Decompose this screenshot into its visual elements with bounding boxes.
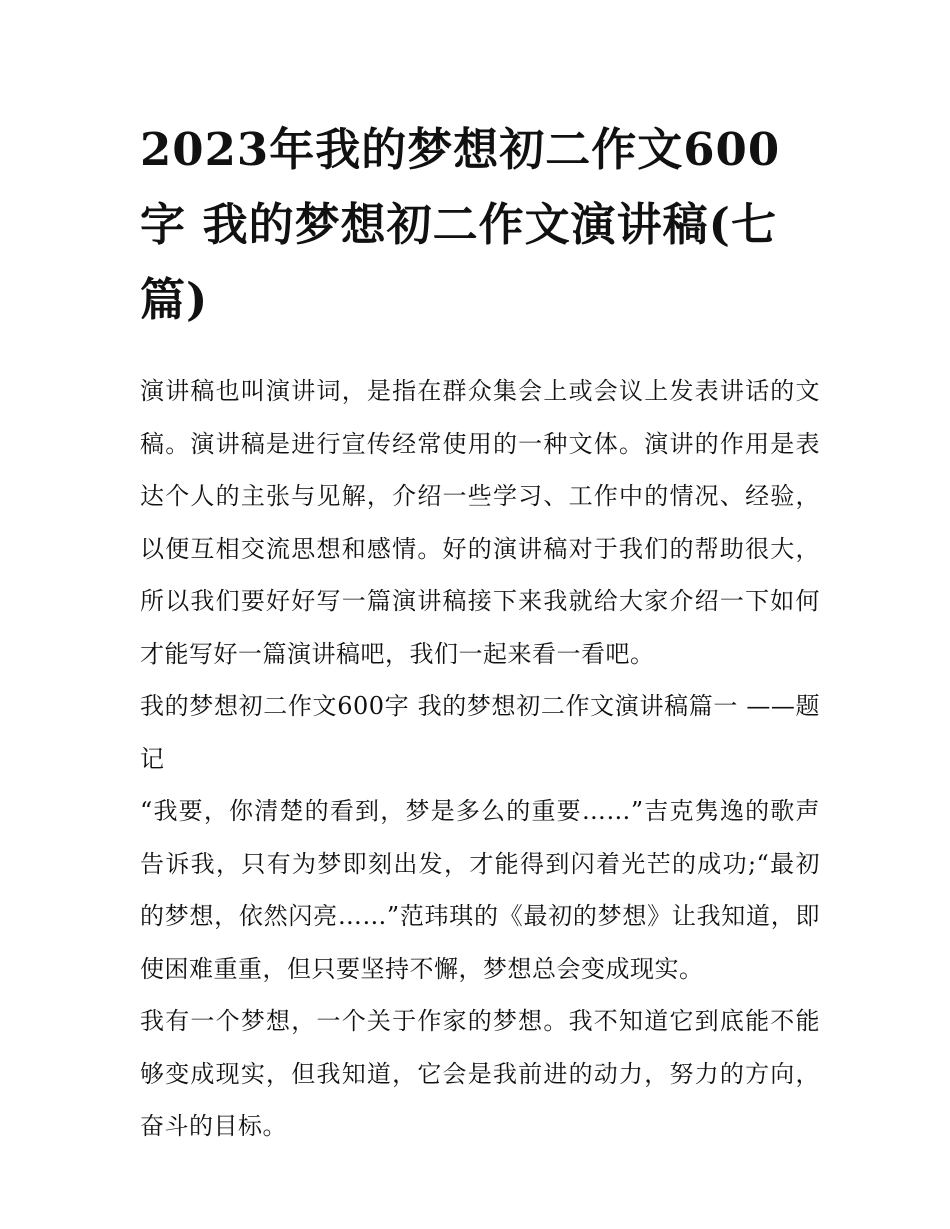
document-page [140, 112, 820, 1153]
quote-paragraph: “我要，你清楚的看到，梦是多么的重要……”吉克隽逸的歌声告诉我，只有为梦即刻出发，才能得到闪着光芒的成功;“最初的梦想，依然闪亮……”范玮琪的《最初的梦想》让我知道，即使困难重重，但只要坚持不懈，梦想总会变成现实。 [140, 797, 820, 983]
intro-paragraph: 演讲稿也叫演讲词，是指在群众集会上或会议上发表讲话的文稿。演讲稿是进行宣传经常使用的一种文体。演讲的作用是表达个人的主张与见解，介绍一些学习、工作中的情况、经验，以便互相交流思想和感情。好的演讲稿对于我们的帮助很大，所以我们要好好写一篇演讲稿接下来我就给大家介绍一下如何才能写好一篇演讲稿吧，我们一起来看一看吧。 [140, 377, 820, 668]
dream-paragraph: 我有一个梦想，一个关于作家的梦想。我不知道它到底能不能够变成现实，但我知道，它会是我前进的动力，努力的方向，奋斗的目标。 [140, 1007, 820, 1140]
section-heading: 我的梦想初二作文600字 我的梦想初二作文演讲稿篇一 ——题记 [140, 692, 820, 773]
document-title: 2023年我的梦想初二作文600字 我的梦想初二作文演讲稿(七篇) [140, 123, 781, 326]
